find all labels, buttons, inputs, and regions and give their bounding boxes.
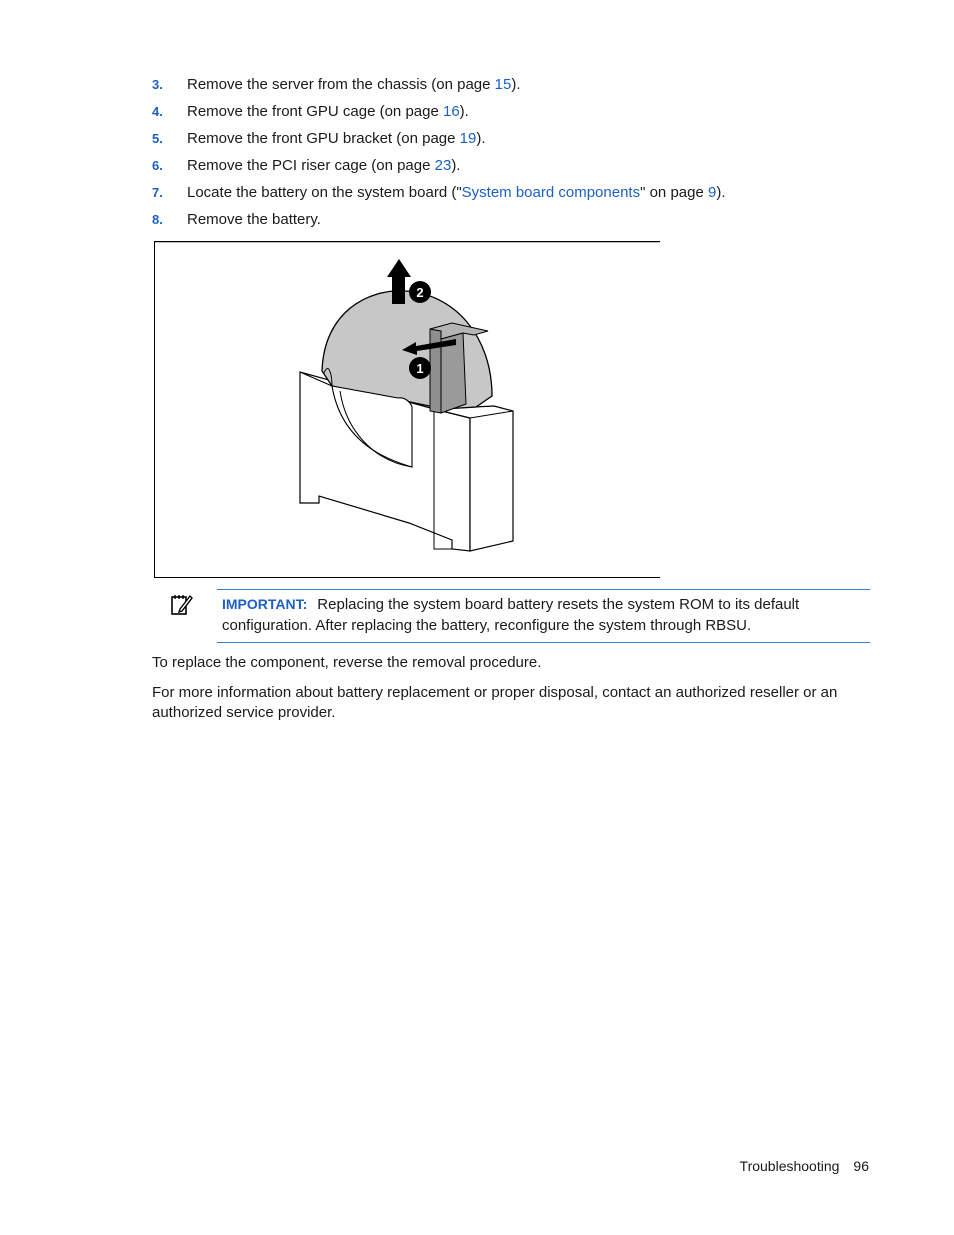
page-link-23[interactable]: 23: [434, 157, 452, 174]
page-link-15[interactable]: 15: [494, 76, 512, 93]
battery-removal-figure: [154, 241, 660, 578]
replace-instruction: To replace the component, reverse the removal procedure.: [152, 654, 542, 671]
page-link-16[interactable]: 16: [442, 103, 460, 120]
step-number: 8.: [152, 212, 163, 227]
page-footer: [740, 1158, 869, 1174]
page-link-9[interactable]: 9: [707, 184, 717, 201]
step-number: 4.: [152, 104, 163, 119]
step-text: Remove the server from the chassis (on page 15).: [187, 76, 521, 93]
page-link-19[interactable]: 19: [459, 130, 477, 147]
step-text: Remove the front GPU cage (on page 16).: [187, 103, 469, 120]
important-note-icon: [170, 593, 194, 621]
step-text: Remove the battery.: [187, 211, 321, 228]
battery-removal-illustration: [154, 241, 660, 578]
footer-section: Troubleshooting: [739, 1158, 840, 1174]
step-number: 6.: [152, 158, 163, 173]
important-body: Replacing the system board battery resets the system ROM to its default configuration. After replacing the battery, reconfigure the system through RBSU.: [222, 596, 800, 634]
step-number: 5.: [152, 131, 163, 146]
page-number: 96: [853, 1158, 869, 1174]
step-text: Remove the PCI riser cage (on page 23).: [187, 157, 461, 174]
step-text: Locate the battery on the system board ("System board components" on page 9).: [187, 184, 726, 201]
important-text: [222, 594, 862, 636]
important-callout: [217, 589, 870, 643]
important-label: IMPORTANT:: [222, 596, 308, 612]
callout-2: 2: [416, 285, 424, 300]
callout-1: 1: [416, 361, 424, 376]
system-board-components-link[interactable]: System board components: [461, 184, 641, 201]
step-text: Remove the front GPU bracket (on page 19).: [187, 130, 486, 147]
step-number: 3.: [152, 77, 163, 92]
more-info-paragraph: For more information about battery replacement or proper disposal, contact an authorized reseller or an authorized service provider.: [152, 684, 838, 721]
step-number: 7.: [152, 185, 163, 200]
